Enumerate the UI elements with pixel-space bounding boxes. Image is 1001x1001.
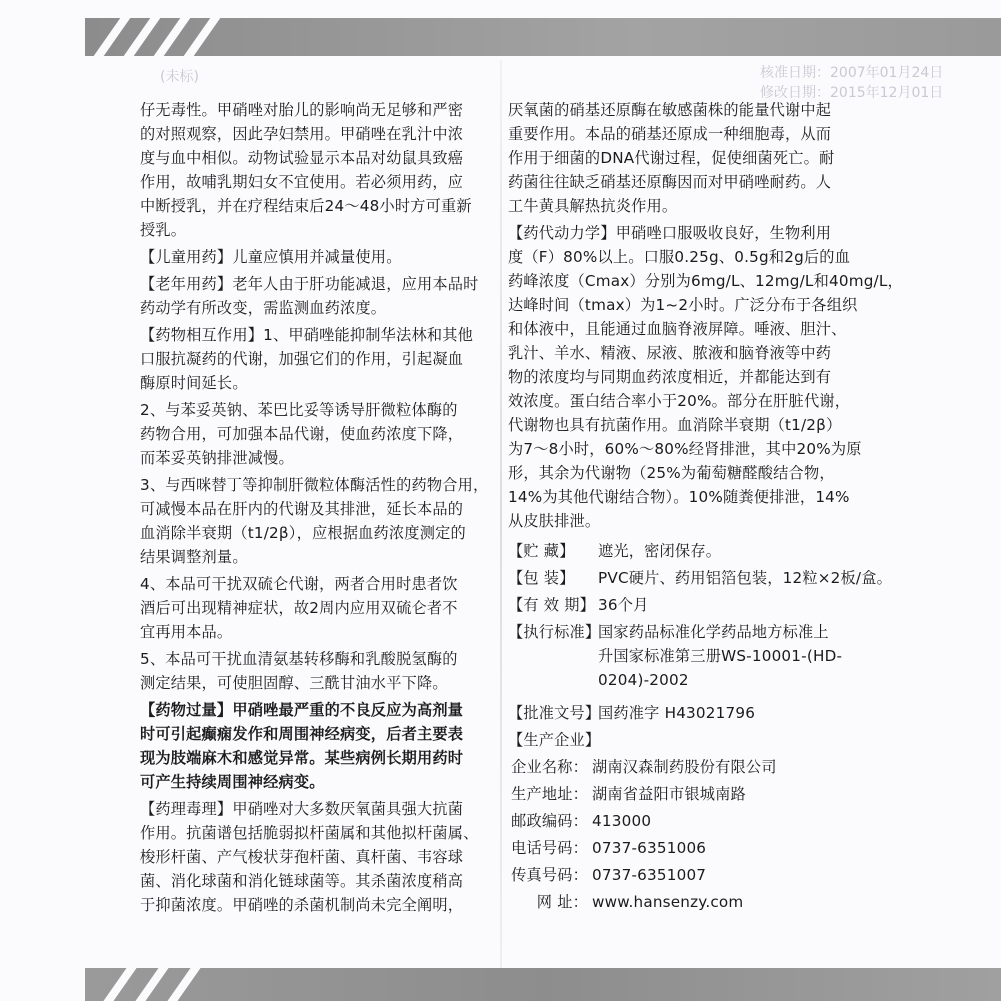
text-line: 4、本品可干扰双硫仑代谢，两者合用时患者饮 bbox=[140, 575, 458, 593]
text-line: 药峰浓度（Cmax）分别为6mg/L、12mg/L和40mg/L， bbox=[508, 272, 903, 290]
text-line: 药物合用，可加强本品代谢，使血药浓度下降， bbox=[140, 425, 464, 443]
field-label: 企业名称： bbox=[511, 758, 588, 776]
package-row bbox=[508, 566, 893, 590]
text-line: 梭形杆菌、产气梭状芽孢杆菌、真杆菌、韦容球 bbox=[140, 848, 464, 866]
text-line: 可减慢本品在肝内的代谢及其排泄，延长本品的 bbox=[140, 500, 464, 518]
geriatric-use: 【老年用药】老年人由于肝功能减退，应用本品时 bbox=[140, 275, 479, 293]
fold-crease bbox=[500, 60, 502, 970]
text-line: 从皮肤排泄。 bbox=[508, 512, 601, 530]
field-label: 【执行标准】 bbox=[508, 623, 601, 641]
shelf-life-row bbox=[508, 593, 868, 617]
text-line: 授乳。 bbox=[140, 221, 187, 239]
text-line: 乳汁、羊水、精液、尿液、脓液和脑脊液等中药 bbox=[508, 344, 832, 362]
text-line: 宜再用本品。 bbox=[140, 623, 233, 641]
text-line: 14%为其他代谢结合物）。10%随粪便排泄，14% bbox=[508, 488, 850, 506]
website-row bbox=[508, 890, 868, 914]
company-address-row bbox=[508, 782, 868, 806]
postal-code-row bbox=[508, 809, 868, 833]
field-value: 湖南汉森制药股份有限公司 bbox=[592, 758, 777, 776]
field-value: PVC硬片、药用铝箔包装，12粒×2板/盒。 bbox=[598, 569, 893, 587]
field-label: 网 址： bbox=[536, 893, 588, 911]
approval-row bbox=[508, 701, 868, 725]
text-line: 0204)-2002 bbox=[598, 671, 689, 689]
text-line: 5、本品可干扰血清氨基转移酶和乳酸脱氢酶的 bbox=[140, 650, 458, 668]
left-column bbox=[140, 98, 498, 917]
text-line: 菌、消化球菌和消化链球菌等。其杀菌浓度稍高 bbox=[140, 872, 464, 890]
footer-band bbox=[85, 968, 1001, 1001]
text-line: 达峰时间（tmax）为1~2小时。广泛分布于各组织 bbox=[508, 296, 858, 314]
header-band bbox=[85, 18, 1001, 56]
field-value: 36个月 bbox=[598, 596, 649, 614]
text-line: 而苯妥英钠排泄减慢。 bbox=[140, 449, 294, 467]
text-line: 血消除半衰期（t1/2β），应根据血药浓度测定的 bbox=[140, 524, 466, 542]
ghost-approval-date: 核准日期：2007年01月24日 bbox=[760, 65, 944, 81]
text-line: 可产生持续周围神经病变。 bbox=[140, 773, 325, 791]
text-line: 药菌往往缺乏硝基还原酶因而对甲硝唑耐药。人 bbox=[508, 173, 832, 191]
text-line: 2、与苯妥英钠、苯巴比妥等诱导肝微粒体酶的 bbox=[140, 401, 458, 419]
text-line: 效浓度。蛋白结合率小于20%。部分在肝脏代谢， bbox=[508, 392, 851, 410]
right-column bbox=[508, 98, 903, 914]
field-value: 国药准字 H43021796 bbox=[598, 704, 756, 722]
field-value: 遮光，密闭保存。 bbox=[598, 542, 722, 560]
field-value: www.hansenzy.com bbox=[592, 893, 744, 911]
text-line: 3、与西咪替丁等抑制肝微粒体酶活性的药物合用， bbox=[140, 476, 489, 494]
text-line: 现为肢端麻木和感觉异常。某些病例长期用药时 bbox=[140, 749, 464, 767]
text-line: 物的浓度均与同期血药浓度相近，并都能达到有 bbox=[508, 368, 832, 386]
phone-row bbox=[508, 836, 868, 860]
storage-row bbox=[508, 539, 868, 563]
pediatric-use: 【儿童用药】儿童应慎用并减量使用。 bbox=[140, 248, 402, 266]
field-label: 电话号码： bbox=[511, 839, 588, 857]
text-line: 和体液中，且能通过血脑脊液屏障。唾液、胆汁、 bbox=[508, 320, 847, 338]
fax-row bbox=[508, 863, 868, 887]
pharmacokinetics: 【药代动力学】甲硝唑口服吸收良好，生物利用 bbox=[508, 224, 832, 242]
text-line: 度与血中相似。动物试验显示本品对幼鼠具致癌 bbox=[140, 149, 464, 167]
text-line: 代谢物也具有抗菌作用。血消除半衰期（t1/2β） bbox=[508, 416, 842, 434]
text-line: 药动学有所改变，需监测血药浓度。 bbox=[140, 299, 387, 317]
text-line: 升国家标准第三册WS-10001-(HD- bbox=[598, 647, 843, 665]
field-label: 【有 效 期】 bbox=[508, 596, 595, 614]
text-line: 结果调整剂量。 bbox=[140, 548, 248, 566]
field-label: 【批准文号】 bbox=[508, 704, 601, 722]
company-name-row bbox=[508, 755, 868, 779]
overdose: 【药物过量】甲硝唑最严重的不良反应为高剂量 bbox=[140, 701, 464, 719]
text-line: 厌氧菌的硝基还原酶在敏感菌株的能量代谢中起 bbox=[508, 101, 832, 119]
text-line: 测定结果，可使胆固醇、三酰甘油水平下降。 bbox=[140, 674, 448, 692]
field-label: 【贮 藏】 bbox=[508, 542, 575, 560]
standard-row bbox=[508, 620, 868, 644]
ghost-revision-date: 修改日期：2015年12月01日 bbox=[760, 85, 944, 101]
field-label: 邮政编码： bbox=[511, 812, 588, 830]
text-line: 仔无毒性。甲硝唑对胎儿的影响尚无足够和严密 bbox=[140, 101, 464, 119]
text-line: 重要作用。本品的硝基还原成一种细胞毒，从而 bbox=[508, 125, 832, 143]
text-line: 形，其余为代谢物（25%为葡萄糖醛酸结合物， bbox=[508, 464, 835, 482]
text-line: 酒后可出现精神症状，故2周内应用双硫仑者不 bbox=[140, 599, 458, 617]
field-value: 0737-6351007 bbox=[592, 866, 707, 884]
text-line: 中断授乳，并在疗程结束后24～48小时方可重新 bbox=[140, 197, 472, 215]
text-line: 作用。抗菌谱包括脆弱拟杆菌属和其他拟杆菌属、 bbox=[140, 824, 479, 842]
text-line: 作用于细菌的DNA代谢过程，促使细菌死亡。耐 bbox=[508, 149, 835, 167]
text-line: 时可引起癫痫发作和周围神经病变，后者主要表 bbox=[140, 725, 464, 743]
field-value: 国家药品标准化学药品地方标准上 bbox=[598, 623, 829, 641]
field-value: 413000 bbox=[592, 812, 652, 830]
field-value: 0737-6351006 bbox=[592, 839, 707, 857]
text-line: 口服抗凝药的代谢，加强它们的作用，引起凝血 bbox=[140, 350, 464, 368]
text-line: 工牛黄具解热抗炎作用。 bbox=[508, 197, 678, 215]
manufacturer-heading: 【生产企业】 bbox=[508, 731, 601, 749]
text-line: 作用，故哺乳期妇女不宜使用。若必须用药，应 bbox=[140, 173, 464, 191]
text-line: 为7～8小时，60%～80%经肾排泄，其中20%为原 bbox=[508, 440, 862, 458]
field-label: 【包 装】 bbox=[508, 569, 575, 587]
field-label: 生产地址： bbox=[511, 785, 588, 803]
field-value: 湖南省益阳市银城南路 bbox=[592, 785, 746, 803]
pharmacology: 【药理毒理】甲硝唑对大多数厌氧菌具强大抗菌 bbox=[140, 800, 464, 818]
text-line: 度（F）80%以上。口服0.25g、0.5g和2g后的血 bbox=[508, 248, 851, 266]
text-line: 于抑菌浓度。甲硝唑的杀菌机制尚未完全阐明， bbox=[140, 896, 464, 914]
ghost-corner-label: (未标) bbox=[160, 69, 199, 85]
text-line: 的对照观察，因此孕妇禁用。甲硝唑在乳汁中浓 bbox=[140, 125, 464, 143]
text-line: 酶原时间延长。 bbox=[140, 374, 248, 392]
field-label: 传真号码： bbox=[511, 866, 588, 884]
drug-interactions: 【药物相互作用】1、甲硝唑能抑制华法林和其他 bbox=[140, 326, 474, 344]
